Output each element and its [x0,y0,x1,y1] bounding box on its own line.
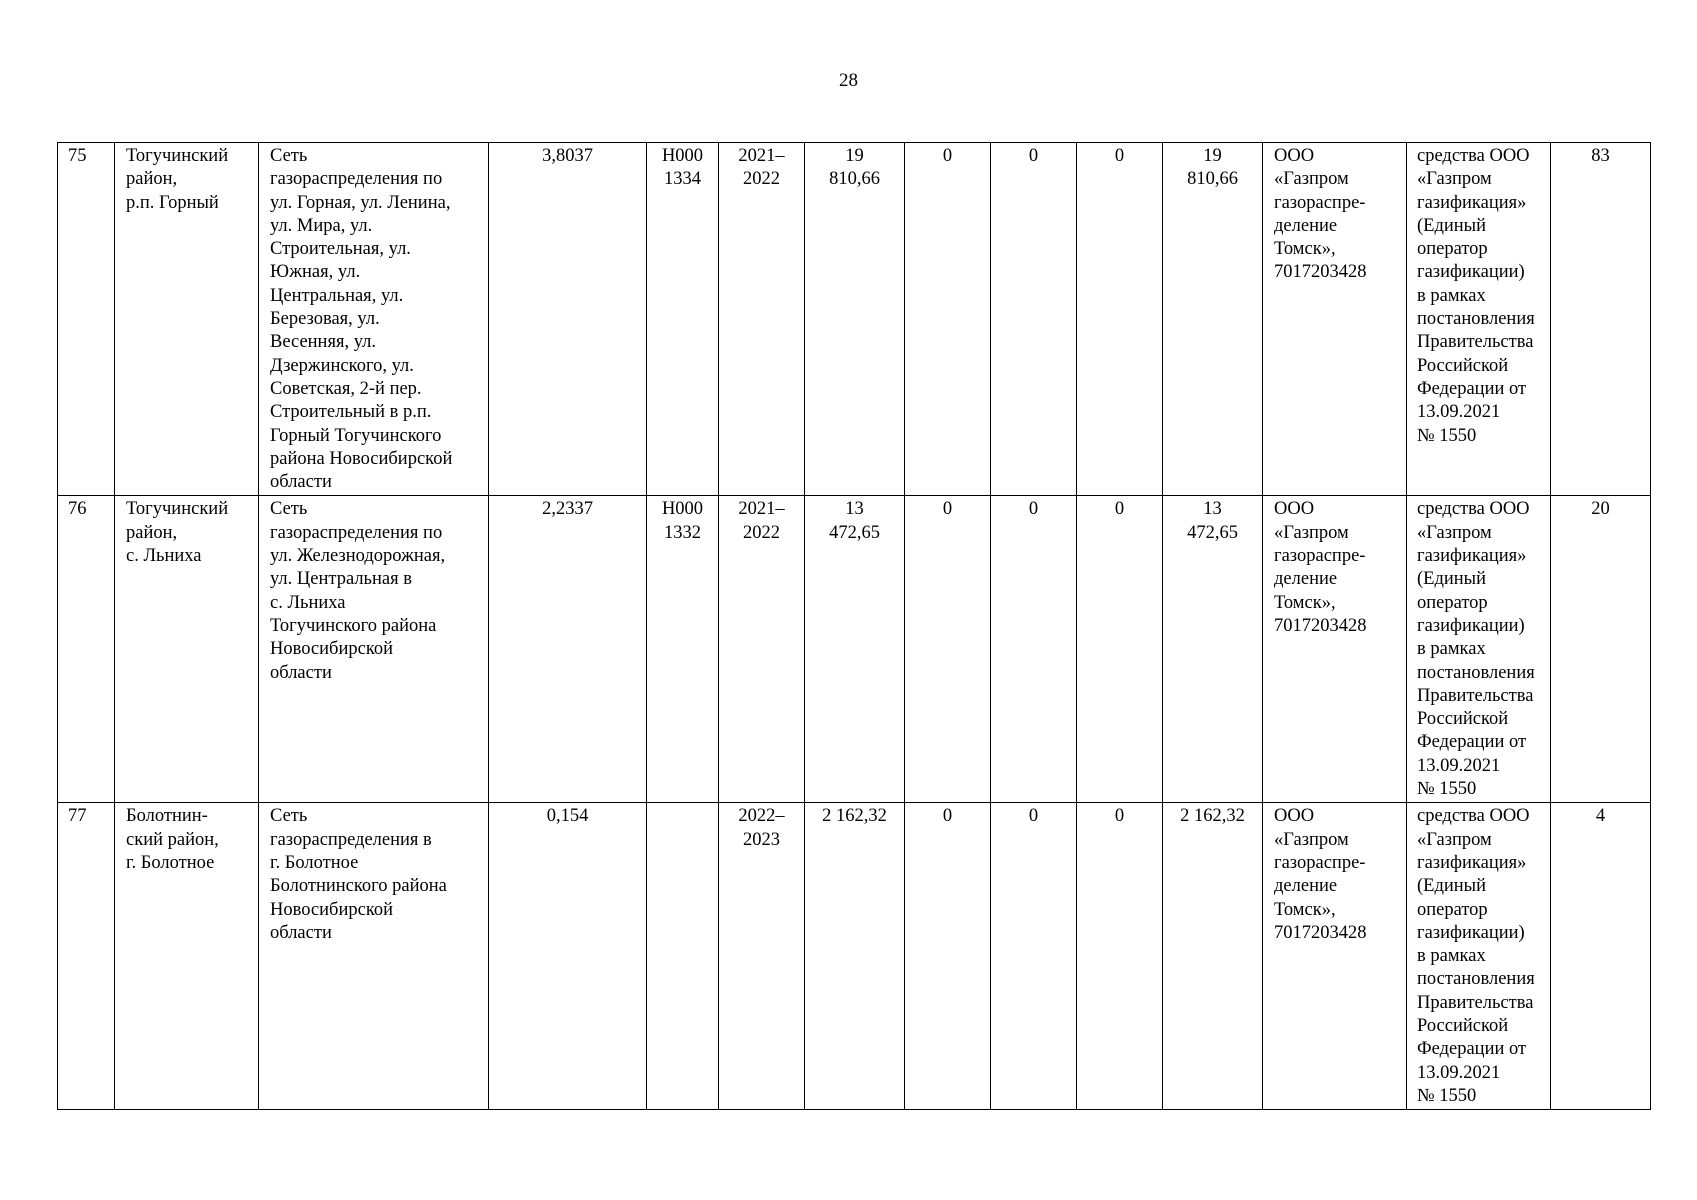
value-3-cell: 0 [1077,496,1163,803]
funding-source-cell: средства ООО «Газпром газификация» (Единый оператор газификации) в рамках постановления Правительства Российской Федерации от 13.09.2021 № 1550 [1407,143,1551,496]
row-number-cell: 76 [58,496,115,803]
row-number-cell: 77 [58,803,115,1110]
length-cell: 2,2337 [489,496,647,803]
last-value-cell: 83 [1551,143,1651,496]
value-1-cell: 0 [905,803,991,1110]
value-2-cell: 0 [991,143,1077,496]
table-row [58,496,1651,803]
cost-cell: 19 810,66 [805,143,905,496]
district-cell: Тогучинский район, с. Льниха [115,496,259,803]
object-name-cell: Сеть газораспределения по ул. Горная, ул. Ленина, ул. Мира, ул. Строительная, ул. Южная, ул. Центральная, ул. Березовая, ул. Весенняя, ул. Дзержинского, ул. Советская, 2-й пер. Строительный в р.п. Горный Тогучинского района Новосибирской области [259,143,489,496]
cost-cell: 2 162,32 [805,803,905,1110]
total-cell: 19 810,66 [1163,143,1263,496]
value-3-cell: 0 [1077,803,1163,1110]
executor-cell: ООО «Газпром газораспре- деление Томск», 7017203428 [1263,143,1407,496]
executor-cell: ООО «Газпром газораспре- деление Томск», 7017203428 [1263,496,1407,803]
object-code-cell: Н000 1332 [647,496,719,803]
total-cell: 2 162,32 [1163,803,1263,1110]
total-cell: 13 472,65 [1163,496,1263,803]
district-cell: Тогучинский район, р.п. Горный [115,143,259,496]
object-code-cell: Н000 1334 [647,143,719,496]
page-number: 28 [839,70,858,91]
value-1-cell: 0 [905,143,991,496]
executor-cell: ООО «Газпром газораспре- деление Томск», 7017203428 [1263,803,1407,1110]
years-cell: 2021– 2022 [719,143,805,496]
gas-network-table [57,142,1651,1110]
years-cell: 2021– 2022 [719,496,805,803]
value-3-cell: 0 [1077,143,1163,496]
object-code-cell [647,803,719,1110]
last-value-cell: 20 [1551,496,1651,803]
district-cell: Болотнин- ский район, г. Болотное [115,803,259,1110]
table-row [58,143,1651,496]
length-cell: 0,154 [489,803,647,1110]
years-cell: 2022– 2023 [719,803,805,1110]
length-cell: 3,8037 [489,143,647,496]
object-name-cell: Сеть газораспределения в г. Болотное Болотнинского района Новосибирской области [259,803,489,1110]
table-row [58,803,1651,1110]
last-value-cell: 4 [1551,803,1651,1110]
funding-source-cell: средства ООО «Газпром газификация» (Единый оператор газификации) в рамках постановления Правительства Российской Федерации от 13.09.2021 № 1550 [1407,803,1551,1110]
value-1-cell: 0 [905,496,991,803]
row-number-cell: 75 [58,143,115,496]
cost-cell: 13 472,65 [805,496,905,803]
value-2-cell: 0 [991,496,1077,803]
object-name-cell: Сеть газораспределения по ул. Железнодорожная, ул. Центральная в с. Льниха Тогучинского района Новосибирской области [259,496,489,803]
funding-source-cell: средства ООО «Газпром газификация» (Единый оператор газификации) в рамках постановления Правительства Российской Федерации от 13.09.2021 № 1550 [1407,496,1551,803]
value-2-cell: 0 [991,803,1077,1110]
